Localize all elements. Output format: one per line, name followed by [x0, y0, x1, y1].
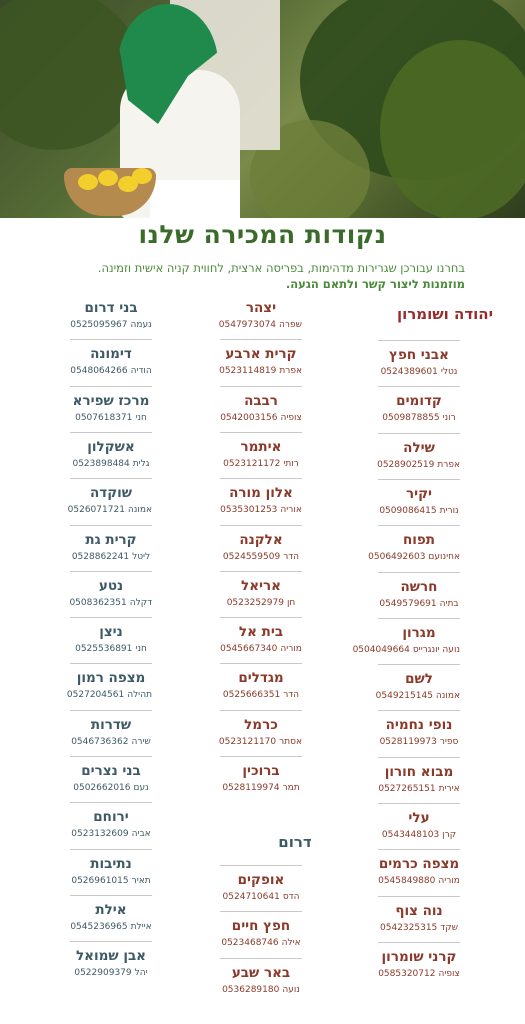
contact-name: אירית [438, 783, 460, 794]
contact-name: אילה [281, 938, 301, 949]
phone-number[interactable]: 0524389601 [380, 367, 438, 377]
sales-point [220, 482, 302, 528]
contact-name: שקד [440, 922, 458, 933]
sales-point [378, 900, 460, 946]
location-name: שוקדה [89, 485, 133, 502]
sales-point [378, 714, 460, 760]
contact-name: אמונה [435, 691, 460, 702]
phone-number[interactable]: 0507618371 [75, 412, 133, 423]
contact-name: שירה [131, 736, 151, 747]
contact-name: הדר [283, 690, 300, 701]
location-name: קרני שומרון [381, 948, 457, 965]
phone-number[interactable]: 0509086415 [379, 505, 437, 516]
contact-name: יהל [134, 968, 148, 979]
sales-point [220, 760, 302, 806]
sales-point [67, 482, 152, 528]
location-name: מגרון [402, 624, 436, 641]
contact-name: שפרה [279, 320, 302, 330]
phone-number[interactable]: 0528119974 [222, 783, 280, 793]
contact-name: הדר [283, 551, 300, 562]
sales-point [378, 483, 460, 529]
sales-point [375, 668, 460, 714]
phone-number[interactable]: 0508362351 [69, 597, 127, 608]
location-name: קדומים [396, 393, 442, 410]
phone-number[interactable]: 0548064266 [70, 366, 128, 377]
hero-photo [0, 0, 525, 218]
sales-point [220, 343, 302, 389]
phone-number[interactable]: 0523468746 [221, 938, 279, 949]
location-name: מגדלים [238, 670, 284, 687]
location-name: באר שבע [231, 964, 291, 981]
page-title: נקודות המכירה שלנו [138, 220, 387, 249]
phone-number[interactable]: 0525536891 [75, 644, 133, 655]
sales-point [352, 622, 460, 668]
location-name: קרית גת [85, 531, 137, 548]
contact-name: נעם [133, 783, 149, 793]
location-name: כרמל [244, 716, 278, 733]
contact-name: תמר [282, 783, 300, 793]
location-name: איתמר [240, 438, 282, 455]
phone-number[interactable]: 0542003156 [220, 412, 278, 423]
location-name: רבבה [244, 392, 278, 409]
phone-number[interactable]: 0545236965 [70, 921, 128, 932]
contact-name: בתיה [439, 598, 459, 609]
contact-name: תאיר [131, 875, 151, 886]
region-heading: יהודה ושומרון [396, 305, 494, 323]
phone-number[interactable]: 0523132609 [71, 829, 129, 840]
phone-number[interactable]: 0545849880 [378, 876, 436, 887]
contact-name: אמונה [127, 505, 152, 516]
sales-point [70, 899, 152, 945]
sales-point [220, 297, 302, 343]
sales-point [70, 297, 152, 343]
location-name: יצהר [245, 300, 277, 316]
sales-point [70, 621, 152, 667]
location-name: תפוח [402, 532, 435, 549]
phone-number[interactable]: 0528119973 [379, 737, 437, 748]
phone-number[interactable]: 0523898484 [72, 458, 130, 469]
contact-name: אביה [131, 829, 151, 840]
sales-point [70, 945, 152, 991]
phone-number[interactable]: 0528902519 [377, 459, 435, 470]
location-name: ניצן [99, 624, 123, 641]
phone-number[interactable]: 0523121170 [218, 736, 277, 747]
phone-number[interactable]: 0527265151 [378, 783, 436, 794]
contact-name: מוריה [280, 644, 302, 655]
phone-number[interactable]: 0524559509 [222, 551, 281, 562]
location-name: לשם [405, 671, 433, 688]
sales-point [70, 529, 152, 575]
phone-number[interactable]: 0525666351 [222, 690, 281, 701]
contact-name: חני [135, 412, 147, 423]
phone-number[interactable]: 0542325315 [380, 922, 438, 933]
sales-point [220, 714, 302, 760]
contact-name: הדס [282, 892, 300, 902]
subtitle-line-1: בחרנו עבורכן שגרירות מדהימות, בפריסה ארצית, לחווית קניה אישית וזמינה. [97, 261, 465, 275]
sales-point [378, 576, 460, 622]
phone-number[interactable]: 0543448103 [381, 830, 440, 840]
sales-point [70, 806, 152, 852]
sales-point [220, 869, 302, 915]
sales-point [220, 390, 302, 436]
location-name: קרית ארבע [225, 346, 297, 363]
location-name: אלקנה [239, 531, 283, 548]
location-name: ירוחם [93, 809, 129, 826]
sales-point [378, 946, 460, 992]
contact-name: חן [286, 597, 296, 608]
location-name: נטע [98, 577, 124, 594]
contact-name: אסתר [279, 736, 302, 747]
contact-name: צופיה [438, 968, 460, 979]
phone-number[interactable]: 0547973074 [218, 320, 277, 330]
location-name: נוה צוף [395, 902, 443, 919]
contact-name: תהילה [127, 690, 152, 701]
location-name: בני דרום [84, 300, 138, 316]
sales-point [70, 853, 152, 899]
location-name: מבוא חורון [384, 763, 454, 780]
contact-name: ספיר [439, 737, 459, 748]
contact-name: אוריה [280, 505, 302, 516]
phone-number[interactable]: 0526071721 [67, 505, 125, 516]
location-name: עלי [408, 810, 430, 826]
sales-point [220, 667, 302, 713]
location-name: אופקים [237, 872, 285, 888]
location-name: מצפה כרמים [378, 856, 460, 873]
phone-number[interactable]: 0526961015 [71, 875, 129, 886]
phone-number[interactable]: 0506492603 [368, 552, 426, 563]
sales-point [220, 962, 302, 1008]
location-name: שדרות [90, 716, 132, 733]
sales-point [70, 575, 152, 621]
phone-number[interactable]: 0523114819 [219, 366, 277, 377]
phone-number[interactable]: 0546736362 [71, 736, 129, 747]
phone-number[interactable]: 0504049664 [352, 644, 410, 655]
location-name: בית אל [238, 624, 284, 641]
location-name: נתיבות [90, 855, 132, 872]
sales-point [70, 760, 152, 806]
contact-name: צופיה [280, 412, 302, 423]
contact-name: אפרת [279, 366, 302, 377]
sales-point [220, 915, 302, 961]
contact-name: ליטל [132, 551, 151, 562]
sales-point [70, 343, 152, 389]
contact-name: רוני [442, 413, 456, 424]
phone-number[interactable]: 0585320712 [378, 968, 436, 979]
location-name: אילת [95, 901, 127, 918]
phone-number[interactable]: 0535301253 [220, 505, 278, 516]
contact-name: נטלי [440, 367, 458, 377]
location-name: בני נצרים [81, 763, 141, 779]
sales-point [70, 436, 152, 482]
phone-number[interactable]: 0509878855 [382, 413, 440, 424]
phone-number[interactable]: 0536289180 [222, 984, 280, 995]
location-name: ברוכין [242, 763, 280, 779]
sales-point [378, 761, 460, 807]
location-name: אבן שמואל [75, 948, 147, 965]
phone-number[interactable]: 0523252979 [226, 597, 284, 608]
phone-number[interactable]: 0545667340 [220, 644, 278, 655]
sales-point [220, 436, 302, 482]
sales-point [378, 853, 460, 899]
sales-point [378, 390, 460, 436]
phone-number[interactable]: 0522909379 [74, 968, 132, 979]
phone-number[interactable]: 0523121172 [223, 458, 281, 469]
contact-name: נועה יונגרייס [412, 644, 460, 655]
sales-point [378, 344, 460, 390]
location-name: שילה [403, 439, 435, 456]
contact-name: רותי [283, 458, 299, 469]
contact-name: אחינועם [428, 552, 460, 563]
region-heading-south: דרום [278, 833, 312, 851]
contact-name: איילת [130, 921, 152, 932]
phone-number[interactable]: 0549579691 [379, 598, 437, 609]
sales-point [70, 390, 152, 436]
location-name: אשקלון [87, 438, 135, 455]
phone-number[interactable]: 0549215145 [375, 691, 433, 702]
location-name: חפץ חיים [231, 918, 291, 935]
contact-name: חני [135, 644, 147, 655]
sales-point [368, 529, 460, 575]
phone-number[interactable]: 0528862241 [71, 551, 130, 562]
contact-name: גלית [132, 458, 150, 469]
subtitle-line-2: מוזמנות ליצור קשר ולתאם הגעה. [285, 277, 465, 291]
sales-point [220, 621, 302, 667]
sales-point [220, 575, 302, 621]
location-name: נופי נחמיה [385, 717, 453, 734]
location-name: דימונה [90, 346, 132, 363]
contact-name: נועה [282, 984, 300, 995]
location-name: אבני חפץ [389, 347, 449, 363]
contact-name: נורית [439, 505, 459, 516]
sales-point [66, 667, 152, 713]
location-name: אריאל [241, 577, 281, 594]
contact-name: קרן [442, 830, 457, 840]
location-name: אלון מורה [229, 485, 293, 502]
location-name: חרשה [400, 578, 438, 595]
location-name: מרכז שפירא [72, 392, 150, 409]
phone-number[interactable]: 0527204561 [66, 690, 125, 701]
sales-point [378, 437, 460, 483]
phone-number[interactable]: 0502662016 [73, 783, 131, 793]
phone-number[interactable]: 0524710641 [222, 892, 280, 902]
contact-name: מוריה [438, 876, 460, 887]
phone-number[interactable]: 0525095967 [70, 320, 128, 330]
location-name: יקיר [405, 485, 433, 502]
contact-name: הודיה [130, 366, 152, 377]
contact-name: אפרת [437, 459, 460, 470]
sales-point [220, 529, 302, 575]
contact-name: נעמה [130, 320, 152, 330]
contact-name: דקלה [129, 597, 152, 608]
location-name: מצפה רמון [76, 670, 146, 687]
sales-point [378, 807, 460, 853]
sales-point [70, 714, 152, 760]
